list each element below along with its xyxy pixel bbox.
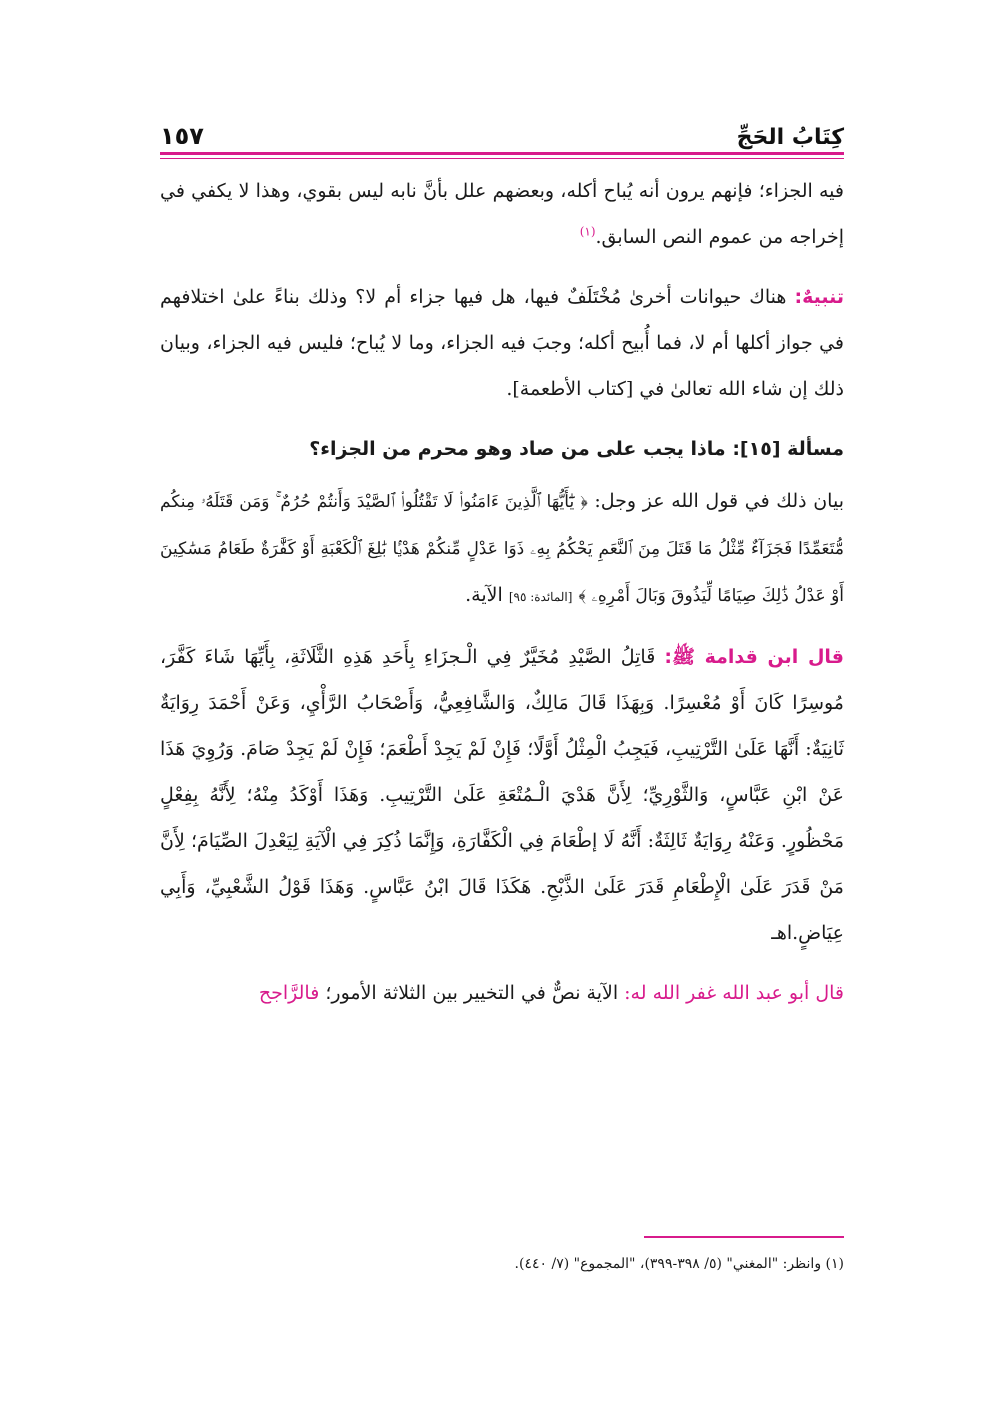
footnote-rule <box>644 1236 844 1238</box>
note-label: تنبيهٌ: <box>794 286 844 308</box>
paragraph-1-text: فيه الجزاء؛ فإنهم يرون أنه يُباح أكله، وبعضهم علل بأنَّ نابه ليس بقوي، وهذا لا يكفي في إخراجه من عموم النص السابق. <box>160 180 844 248</box>
note-text: هناك حيوانات أخرىٰ مُخْتَلَفٌ فيها، هل فيها جزاء أم لا؟ وذلك بناءً علىٰ اختلافهم في جواز أكلها أم لا، فما أُبيح أكله؛ وجبَ فيه الجزاء، وما لا يُباح؛ فليس فيه الجزاء، وبيان ذلك إن شاء الله تعالىٰ في [كتاب الأطعمة]. <box>160 286 844 400</box>
verse-end: الآية. <box>465 584 503 606</box>
verse-paragraph <box>160 478 844 620</box>
author-paragraph <box>160 970 844 1016</box>
note-paragraph <box>160 274 844 412</box>
verse-intro: بيان ذلك في قول الله عز وجل: <box>594 490 844 512</box>
header-title: كِتَابُ الحَجِّ <box>736 125 844 150</box>
author-tail: فالرَّاجح <box>258 982 320 1004</box>
footnote-marker: (١) <box>579 224 596 239</box>
section-heading: مسألة [١٥]: ماذا يجب على من صاد وهو محرم من الجزاء؟ <box>309 438 844 460</box>
page-header <box>160 110 844 150</box>
author-label: قال أبو عبد الله غفر الله له: <box>624 982 844 1004</box>
footnote-text: (١) وانظر: "المغني" (٥/ ٣٩٨-٣٩٩)، "المجموع" (٧/ ٤٤٠). <box>514 1256 844 1272</box>
footnote <box>160 1250 844 1278</box>
quran-verse: ﴿ يَٰٓأَيُّهَا ٱلَّذِينَ ءَامَنُوا۟ لَا تَقْتُلُوا۟ ٱلصَّيْدَ وَأَنتُمْ حُرُمٌ ۚ وَمَن قَتَلَهُۥ مِنكُم مُّتَعَمِّدًا فَجَزَآءٌ مِّثْلُ مَا قَتَلَ مِنَ ٱلنَّعَمِ يَحْكُمُ بِهِۦ ذَوَا عَدْلٍ مِّنكُمْ هَدْيًۢا بَٰلِغَ ٱلْكَعْبَةِ أَوْ كَفَّٰرَةٌ طَعَامُ مَسَٰكِينَ أَوْ عَدْلُ ذَٰلِكَ صِيَامًا لِّيَذُوقَ وَبَالَ أَمْرِهِۦ ﴾ <box>160 492 844 606</box>
header-rule <box>160 152 844 155</box>
paragraph-1 <box>160 168 844 260</box>
verse-reference: [المائدة: ٩٥] <box>508 590 573 604</box>
quote-label: قال ابن قدامة ﷺ: <box>664 646 845 668</box>
author-text: الآية نصٌّ في التخيير بين الثلاثة الأمور؛ <box>325 982 619 1004</box>
quote-paragraph <box>160 634 844 956</box>
page-body <box>160 168 844 1030</box>
quote-text: قَاتِلُ الصَّيْدِ مُخَيَّرٌ فِي الْـجزَاءِ بِأَحَدِ هَذِهِ الثَّلَاثَةِ، بِأَيِّهَا شَاءَ كَفَّرَ، مُوسِرًا كَانَ أَوْ مُعْسِرًا. وَبِهَذَا قَالَ مَالِكٌ، وَالشَّافِعِيُّ، وَأَصْحَابُ الرَّأْيِ، وَعَنْ أَحْمَدَ رِوَايَةٌ ثَانِيَةٌ: أَنَّهَا عَلَىٰ التَّرْتِيبِ، فَيَجِبُ الْمِثْلُ أَوَّلًا؛ فَإِنْ لَمْ يَجِدْ أَطْعَمَ؛ فَإِنْ لَمْ يَجِدْ صَامَ. وَرُوِيَ هَذَا عَنْ ابْنِ عَبَّاسٍ، وَالثَّوْرِيِّ؛ لِأَنَّ هَدْيَ الْـمُتْعَةِ عَلَىٰ التَّرْتِيبِ. وَهَذَا أَوْكَدُ مِنْهُ؛ لِأَنَّهُ بِفِعْلٍ مَحْظُورٍ. وَعَنْهُ رِوَايَةٌ ثَالِثَةٌ: أَنَّهُ لَا إطْعَامَ فِي الْكَفَّارَةِ، وَإِنَّمَا ذُكِرَ فِي الْآيَةِ لِيَعْدِلَ الصِّيَامَ؛ لِأَنَّ مَنْ قَدَرَ عَلَىٰ الْإِطْعَامِ قَدَرَ عَلَىٰ الذَّبْحِ. هَكَذَا قَالَ ابْنُ عَبَّاسٍ. وَهَذَا قَوْلُ الشَّعْبِيِّ، وَأَبِي عِيَاضٍ.اهـ <box>160 646 844 944</box>
page-number: ١٥٧ <box>160 122 204 150</box>
header-rule-thin <box>160 158 844 159</box>
